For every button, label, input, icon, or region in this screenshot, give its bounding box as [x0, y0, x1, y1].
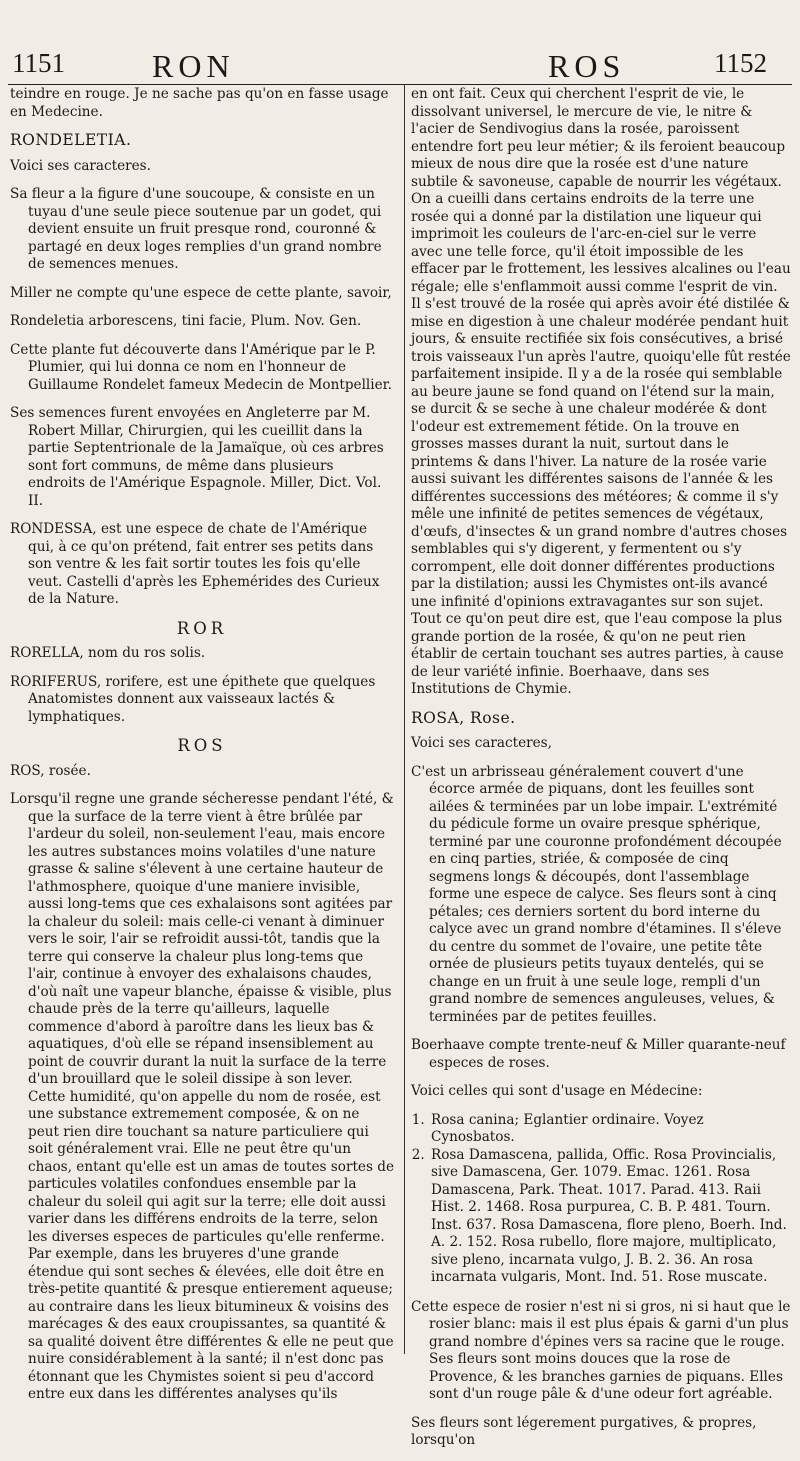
page-header [0, 48, 800, 82]
paragraph: Voici ses caracteres, [411, 735, 552, 751]
paragraph: RORIFERUS, rorifere, est une épithete que quelques Anatomistes donnent aux vaisseaux lactés & lymphatiques. [10, 673, 376, 725]
paragraph: Cette espece de rosier n'est ni si gros, ni si haut que le rosier blanc: mais il est plus épais & garni d'un plus grand nombre d'épines vers sa racine que le rouge. Ses fleurs sont moins douces que la rose de Provence, & les branches garnies de piquans. Elles sont d'un rouge pâle & d'une odeur fort agréable. [411, 1298, 791, 1402]
numbered-list [411, 1112, 791, 1287]
paragraph: en ont fait. Ceux qui cherchent l'esprit de vie, le dissolvant universel, le mercure de vie, le nitre & l'acier de Sendivogius dans la rosée, paroissent entendre fort peu leur métier; & ils feroient beaucoup mieux de nous dire que la rosée est d'une nature subtile & savoneuse, capable de nourrir les végétaux. On a cueilli dans certains endroits de la terre une rosée qui a donné par la distilation une liqueur qui imprimoit les couleurs de l'arc-en-ciel sur le verre avec une telle force, qu'il étoit impossible de les effacer par le frottement, les lessives alcalines ou l'eau régale; elle s'enflammoit aussi comme l'esprit de vin. Il s'est trouvé de la rosée qui après avoir été distilée & mise en digestion à une chaleur modérée pendant huit jours, & ensuite rectifiée six fois consécutives, a brisé trois vaisseaux l'un après l'autre, quoiqu'elle fût restée parfaitement insipide. Il y a de la rosée qui semblable au beure jaune se fond quand on l'étend sur la main, se durcit & se seche à une chaleur modérée & dont l'odeur est extremement fétide. On la trouve en grosses masses durant la nuit, surtout dans le printems & dans l'hiver. La nature de la rosée varie aussi suivant les différentes saisons de l'année & les différentes successions des météores; & comme il s'y mêle une infinité de petites semences de végétaux, d'œufs, d'insectes & un grand nombre d'autres choses semblables qui s'y digerent, y fermentent ou s'y corrompent, elle doit donner différentes productions par la distilation; aussi les Chymistes ont-ils avancé une infinité d'opinions extravagantes sur son sujet. Tout ce qu'on peut dire est, que l'eau compose la plus grande portion de la rosée, & qu'on ne peut rien établir de certain touchant ses autres parties, à cause de leur variété infinie. Boerhaave, dans ses Institutions de Chymie. [411, 86, 791, 697]
paragraph: Sa fleur a la figure d'une soucoupe, & consiste en un tuyau d'une seule piece soutenue par un godet, qui devient ensuite un fruit presque rond, couronné & partagé en deux loges remplies d'un grand nombre de semences menues. [10, 186, 382, 272]
list-item: 1. Rosa canina; Eglantier ordinaire. Voyez Cynosbatos. [429, 1112, 791, 1147]
header-rule [8, 84, 792, 85]
left-page-number: 1151 [12, 48, 65, 78]
paragraph: Lorsqu'il regne une grande sécheresse pendant l'été, & que la surface de la terre vient à être brûlée par l'ardeur du soleil, non-seulement l'eau, mais encore les autres substances moins volatiles d'une nature grasse & saline s'élevent à une certaine hauteur de l'athmosphere, quoique d'une maniere invisible, aussi long-tems que ces exhalaisons sont agitées par la chaleur du soleil: mais celle-ci venant à diminuer vers le soir, l'air se refroidit aussi-tôt, tandis que la terre qui conserve la chaleur plus long-tems que l'air, continue à envoyer des exhalaisons chaudes, d'où naît une vapeur blanche, épaisse & visible, plus chaude près de la terre qu'ailleurs, laquelle commence d'abord à paroître dans les lieux bas & aquatiques, d'où elle se répand insensiblement au point de couvrir durant la nuit la surface de la terre d'un brouillard que le soleil dissipe à son lever. Cette humidité, qu'on appelle du nom de rosée, est une substance extremement composée, & on ne peut rien dire touchant sa nature particuliere qui soit généralement vrai. Elle ne peut être qu'un chaos, entant qu'elle est un amas de toutes sortes de particules volatiles confondues ensemble par la chaleur du soleil qui agit sur la terre; elle doit aussi varier dans les différens endroits de la terre, selon les diverses especes de particules qu'elle renferme. Par exemple, dans les bruyeres d'une grande étendue qui sont seches & élevées, elle doit être en très-petite quantité & presque entierement aqueuse; au contraire dans les lieux bitumineux & voisins des marécages & des eaux croupissantes, sa quantité & sa qualité doivent être différentes & elle ne peut que nuire considérablement à la santé; il n'est donc pas étonnant que les Chymistes soient si peu d'accord entre eux dans les différentes analyses qu'ils [10, 791, 394, 1402]
list-item: 2. Rosa Damascena, pallida, Offic. Rosa Provincialis, sive Damascena, Ger. 1079. Emac. 1261. Rosa Damascena, Park. Theat. 1017. Parad. 413. Raii Hist. 2. 1468. Rosa purpurea, C. B. P. 481. Tourn. Inst. 637. Rosa Damascena, flore pleno, Boerh. Ind. A. 2. 152. Rosa rubello, flore majore, multiplicato, sive pleno, incarnata vulgo, J. B. 2. 36. An rosa incarnata vulgaris, Mont. Ind. 51. Rose muscate. [429, 1147, 791, 1287]
column-divider [404, 84, 405, 1354]
paragraph: Boerhaave compte trente-neuf & Miller quarante-neuf especes de roses. [411, 1037, 786, 1071]
section-heading: ROS [177, 736, 227, 755]
paragraph: C'est un arbrisseau généralement couvert d'une écorce armée de piquans, dont les feuilles sont ailées & terminées par un lobe impair. L'extrémité du pédicule forme un ovaire presque sphérique, terminé par une couronne profondément découpée en cinq parties, striée, & composée de cinq segmens longs & découpés, dont l'assemblage forme une espece de calyce. Ses fleurs sont à cinq pétales; ces derniers sortent du bord interne du calyce avec un grand nombre d'étamines. Il s'éleve du centre du sommet de l'ovaire, une petite tête ornée de plusieurs petits tuyaux dentelés, qui se change en un fruit à une seule loge, rempli d'un grand nombre de semences anguleuses, velues, & terminées par de petites feuilles. [411, 763, 782, 1025]
paragraph: Miller ne compte qu'une espece de cette plante, savoir, [10, 284, 392, 301]
entry-heading: RONDELETIA. [10, 131, 132, 149]
paragraph: Cette plante fut découverte dans l'Amérique par le P. Plumier, qui lui donna ce nom en l'honneur de Guillaume Rondelet fameux Medecin de Montpellier. [10, 341, 392, 393]
paragraph: RONDESSA, est une espece de chate de l'Amérique qui, à ce qu'on prétend, fait entrer ses petits dans son ventre & les fait sortir toutes les fois qu'elle veut. Castelli d'après les Ephemérides des Curieux de la Nature. [10, 521, 380, 607]
section-heading: ROR [176, 618, 228, 638]
left-column [10, 86, 394, 1415]
paragraph: teindre en rouge. Je ne sache pas qu'on en fasse usage en Medecine. [10, 86, 389, 120]
right-page-number: 1152 [714, 48, 767, 78]
paragraph: Ses fleurs sont légerement purgatives, & propres, lorsqu'on [411, 1414, 757, 1448]
paragraph: RORELLA, nom du ros solis. [10, 645, 206, 661]
entry-heading: ROSA, Rose. [411, 708, 516, 727]
right-running-head: ROS [548, 48, 626, 84]
left-running-head: RON [152, 48, 235, 84]
paragraph: Voici ses caracteres. [10, 157, 151, 174]
paragraph: Ses semences furent envoyées en Angleterre par M. Robert Millar, Chirurgien, qui les cueillit dans la partie Septentrionale de la Jamaïque, où ces arbres sont fort communs, de même dans plusieurs endroits de l'Amérique Espagnole. Miller, Dict. Vol. II. [10, 405, 384, 509]
paragraph: Voici celles qui sont d'usage en Médecine: [411, 1083, 703, 1099]
paragraph: Rondeletia arborescens, tini facie, Plum. Nov. Gen. [10, 313, 362, 329]
right-column [411, 86, 791, 1461]
paragraph: ROS, rosée. [10, 762, 91, 779]
